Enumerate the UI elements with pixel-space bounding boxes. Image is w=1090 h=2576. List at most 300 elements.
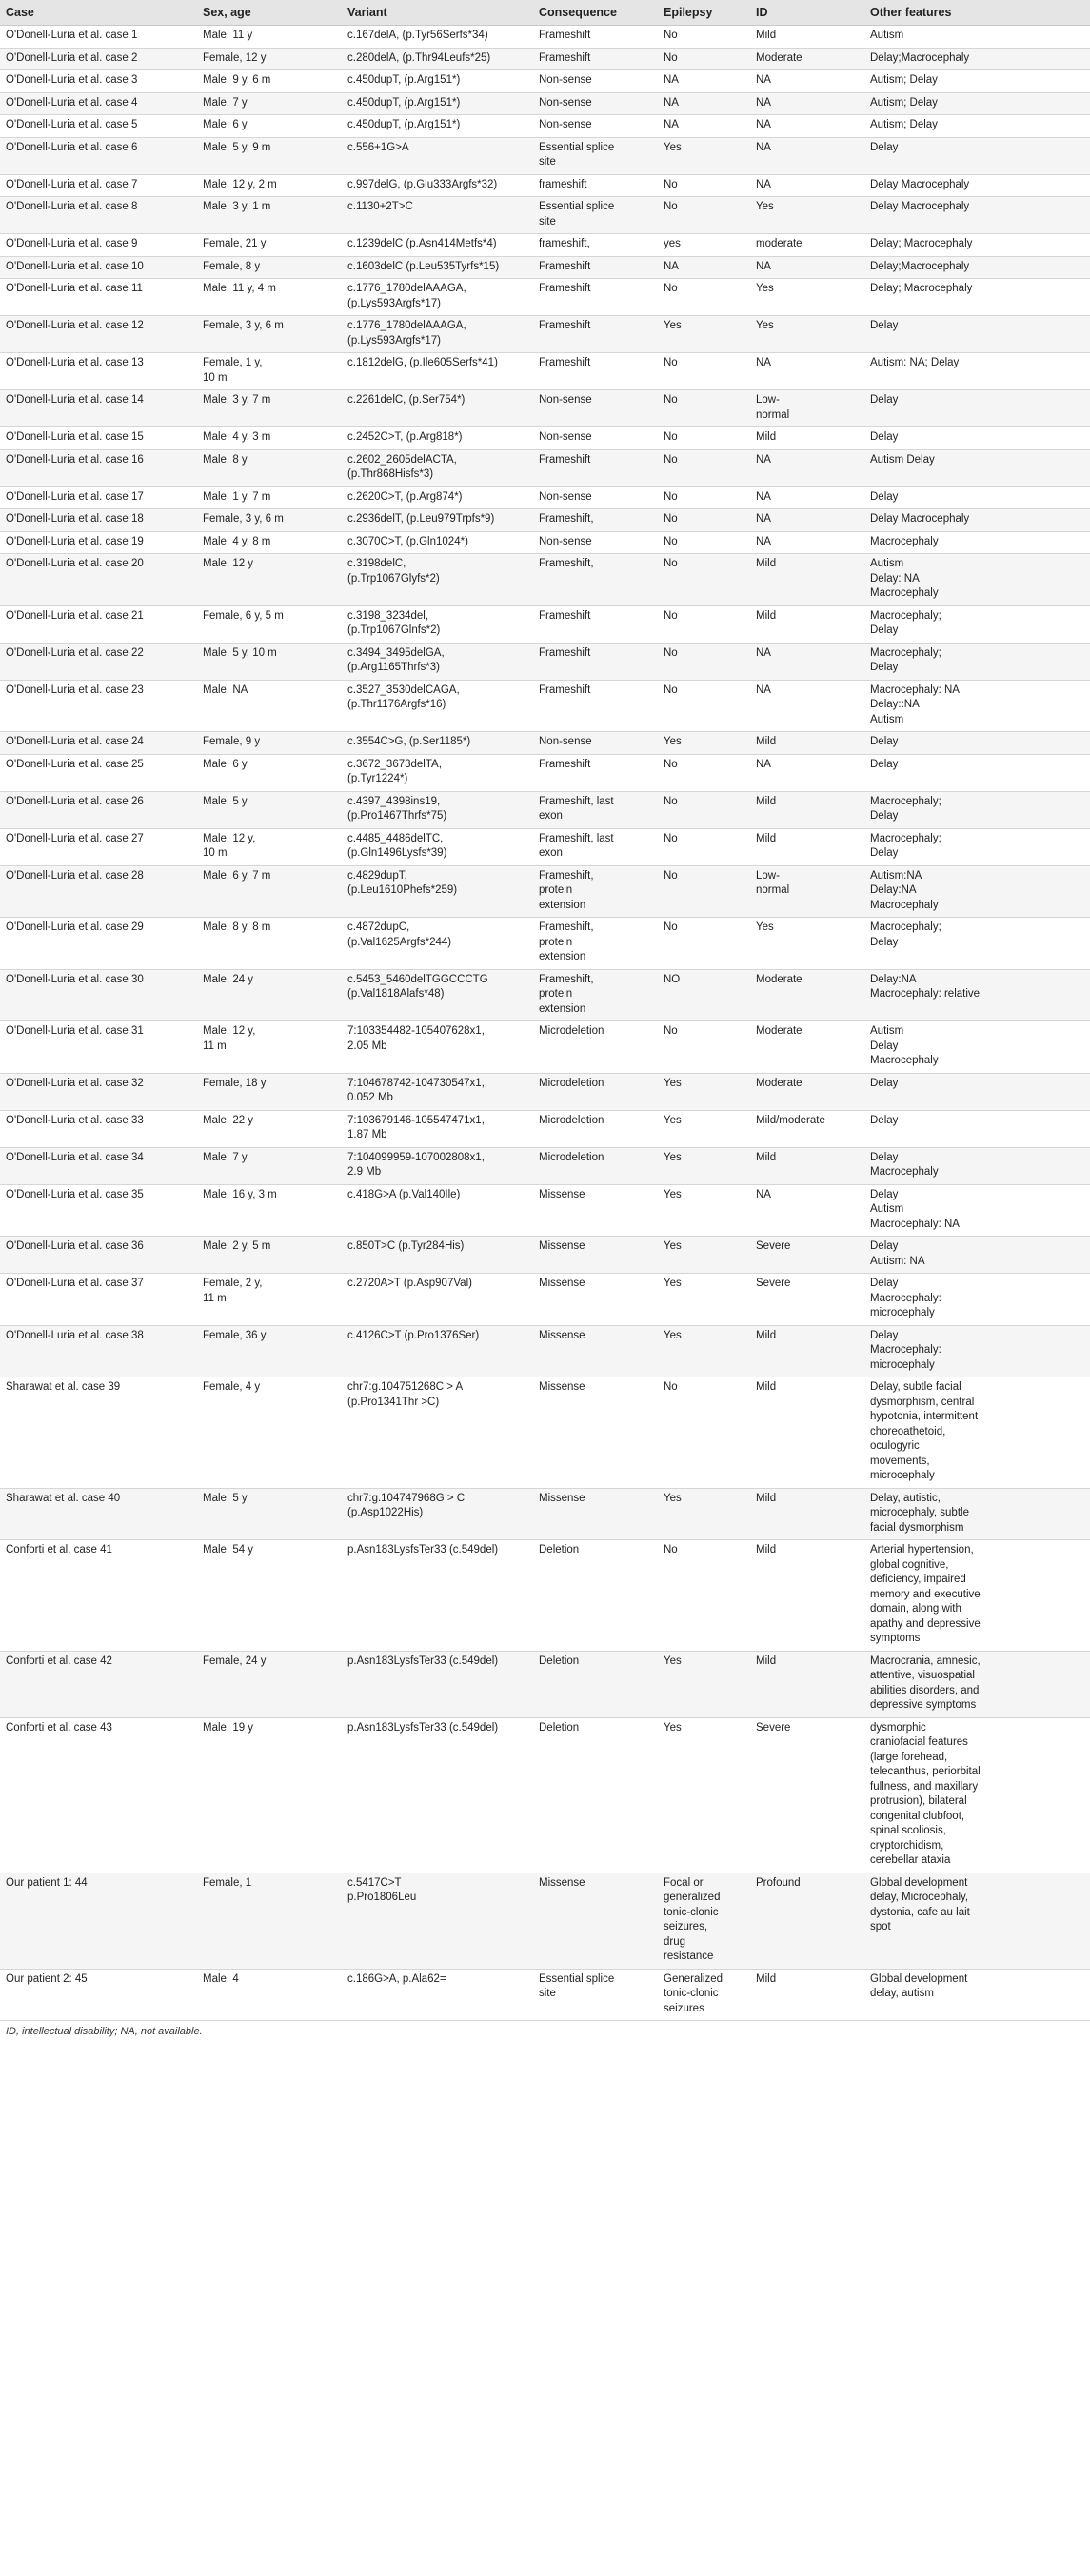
cell-variant: p.Asn183LysfsTer33 (c.549del): [342, 1651, 533, 1717]
cell-sex-age: Male, 54 y: [197, 1540, 342, 1652]
cell-variant: c.1603delC (p.Leu535Tyrfs*15): [342, 256, 533, 279]
cell-epilepsy: Yes: [658, 1488, 750, 1540]
cell-id: Mild: [750, 605, 864, 643]
cell-case: O'Donell-Luria et al. case 22: [0, 643, 197, 680]
cell-variant: c.5417C>T p.Pro1806Leu: [342, 1873, 533, 1969]
table-row: [0, 865, 1090, 918]
cell-variant: c.2720A>T (p.Asp907Val): [342, 1274, 533, 1326]
cell-sex-age: Male, 5 y: [197, 1488, 342, 1540]
cell-variant: c.450dupT, (p.Arg151*): [342, 70, 533, 93]
cell-consequence: Microdeletion: [533, 1147, 658, 1184]
cell-case: O'Donell-Luria et al. case 19: [0, 531, 197, 554]
cell-case: Sharawat et al. case 40: [0, 1488, 197, 1540]
cell-case: O'Donell-Luria et al. case 29: [0, 918, 197, 970]
table-row: [0, 1073, 1090, 1110]
cell-sex-age: Female, 1 y, 10 m: [197, 353, 342, 390]
cell-sex-age: Male, 12 y, 10 m: [197, 828, 342, 865]
cell-sex-age: Male, 4 y, 8 m: [197, 531, 342, 554]
cell-consequence: Deletion: [533, 1717, 658, 1873]
cell-case: O'Donell-Luria et al. case 31: [0, 1021, 197, 1074]
cell-case: O'Donell-Luria et al. case 7: [0, 174, 197, 197]
cell-other-features: dysmorphic craniofacial features (large forehead, telecanthus, periorbital fullness, and maxillary protrusion), bilateral congenital clubfoot, spinal scoliosis, cryptorchidism, cerebellar ataxia: [864, 1717, 1090, 1873]
cell-sex-age: Female, 3 y, 6 m: [197, 316, 342, 353]
table-row: [0, 1540, 1090, 1652]
table-row: [0, 531, 1090, 554]
cell-other-features: Macrocrania, amnesic, attentive, visuospatial abilities disorders, and depressive symptoms: [864, 1651, 1090, 1717]
cell-consequence: Non-sense: [533, 427, 658, 450]
table-row: [0, 256, 1090, 279]
cell-sex-age: Male, 7 y: [197, 1147, 342, 1184]
cell-consequence: Frameshift: [533, 279, 658, 316]
table-row: [0, 1651, 1090, 1717]
table-row: [0, 92, 1090, 115]
cell-variant: c.2261delC, (p.Ser754*): [342, 390, 533, 427]
cell-sex-age: Female, 24 y: [197, 1651, 342, 1717]
cell-consequence: Frameshift: [533, 605, 658, 643]
cell-other-features: Macrocephaly; Delay: [864, 643, 1090, 680]
cell-id: Moderate: [750, 1073, 864, 1110]
cell-epilepsy: NO: [658, 969, 750, 1021]
cell-epilepsy: No: [658, 791, 750, 828]
cell-id: Mild: [750, 1651, 864, 1717]
table-row: [0, 1184, 1090, 1237]
cell-case: O'Donell-Luria et al. case 25: [0, 754, 197, 791]
cell-variant: 7:103354482-105407628x1, 2.05 Mb: [342, 1021, 533, 1074]
cell-epilepsy: No: [658, 643, 750, 680]
cell-case: O'Donell-Luria et al. case 13: [0, 353, 197, 390]
cell-case: O'Donell-Luria et al. case 16: [0, 449, 197, 486]
cell-id: NA: [750, 449, 864, 486]
table-row: [0, 643, 1090, 680]
cell-case: O'Donell-Luria et al. case 1: [0, 26, 197, 49]
cell-other-features: Delay Macrocephaly: [864, 1147, 1090, 1184]
cell-epilepsy: Yes: [658, 732, 750, 755]
cell-id: NA: [750, 486, 864, 509]
table-row: [0, 1717, 1090, 1873]
cell-variant: c.4485_4486delTC, (p.Gln1496Lysfs*39): [342, 828, 533, 865]
table-row: [0, 26, 1090, 49]
table-row: [0, 1873, 1090, 1969]
column-header-variant: Variant: [342, 0, 533, 26]
cell-sex-age: Male, 8 y, 8 m: [197, 918, 342, 970]
cell-epilepsy: No: [658, 918, 750, 970]
cell-case: O'Donell-Luria et al. case 28: [0, 865, 197, 918]
cell-variant: c.280delA, (p.Thr94Leufs*25): [342, 48, 533, 70]
cell-sex-age: Male, 4 y, 3 m: [197, 427, 342, 450]
cell-sex-age: Female, 8 y: [197, 256, 342, 279]
cell-id: NA: [750, 92, 864, 115]
cell-epilepsy: No: [658, 486, 750, 509]
table-row: [0, 1325, 1090, 1377]
cell-other-features: Delay Macrocephaly: microcephaly: [864, 1325, 1090, 1377]
cell-id: Mild: [750, 1377, 864, 1489]
cell-epilepsy: No: [658, 605, 750, 643]
cell-consequence: Frameshift: [533, 256, 658, 279]
cell-consequence: Non-sense: [533, 531, 658, 554]
cell-variant: c.4397_4398ins19, (p.Pro1467Thrfs*75): [342, 791, 533, 828]
table-row: [0, 1377, 1090, 1489]
table-row: [0, 918, 1090, 970]
cell-case: O'Donell-Luria et al. case 23: [0, 680, 197, 732]
cell-epilepsy: Yes: [658, 1147, 750, 1184]
cell-epilepsy: No: [658, 865, 750, 918]
cell-consequence: Essential splice site: [533, 197, 658, 234]
cell-id: Yes: [750, 918, 864, 970]
cell-consequence: Non-sense: [533, 92, 658, 115]
cell-id: NA: [750, 70, 864, 93]
cell-consequence: Missense: [533, 1488, 658, 1540]
cell-other-features: Autism; Delay: [864, 115, 1090, 138]
table-row: [0, 1969, 1090, 2021]
cell-consequence: Microdeletion: [533, 1021, 658, 1074]
cell-case: O'Donell-Luria et al. case 17: [0, 486, 197, 509]
cell-consequence: Non-sense: [533, 115, 658, 138]
cell-other-features: Delay: [864, 754, 1090, 791]
table-row: [0, 279, 1090, 316]
cell-sex-age: Male, 19 y: [197, 1717, 342, 1873]
cell-case: O'Donell-Luria et al. case 27: [0, 828, 197, 865]
cell-id: Severe: [750, 1237, 864, 1274]
column-header-epilepsy: Epilepsy: [658, 0, 750, 26]
column-header-case: Case: [0, 0, 197, 26]
cell-other-features: Macrocephaly; Delay: [864, 828, 1090, 865]
cell-case: O'Donell-Luria et al. case 8: [0, 197, 197, 234]
cell-epilepsy: Yes: [658, 1237, 750, 1274]
cell-consequence: Frameshift, last exon: [533, 828, 658, 865]
cell-case: Conforti et al. case 42: [0, 1651, 197, 1717]
cell-sex-age: Male, 7 y: [197, 92, 342, 115]
cell-case: O'Donell-Luria et al. case 37: [0, 1274, 197, 1326]
cell-id: moderate: [750, 234, 864, 257]
table-row: [0, 234, 1090, 257]
cell-variant: p.Asn183LysfsTer33 (c.549del): [342, 1717, 533, 1873]
cell-other-features: Autism Delay: NA Macrocephaly: [864, 554, 1090, 606]
cell-consequence: Essential splice site: [533, 1969, 658, 2021]
cell-epilepsy: Yes: [658, 1110, 750, 1147]
cell-epilepsy: No: [658, 48, 750, 70]
cell-id: NA: [750, 680, 864, 732]
cell-variant: c.3198delC, (p.Trp1067Glyfs*2): [342, 554, 533, 606]
cell-variant: c.2620C>T, (p.Arg874*): [342, 486, 533, 509]
cell-consequence: frameshift,: [533, 234, 658, 257]
cell-epilepsy: Yes: [658, 1184, 750, 1237]
cell-sex-age: Male, 12 y, 2 m: [197, 174, 342, 197]
cell-case: Conforti et al. case 43: [0, 1717, 197, 1873]
cell-epilepsy: NA: [658, 256, 750, 279]
cell-epilepsy: No: [658, 390, 750, 427]
cell-variant: c.5453_5460delTGGCCCTG (p.Val1818Alafs*48): [342, 969, 533, 1021]
cell-consequence: Microdeletion: [533, 1073, 658, 1110]
cell-consequence: Missense: [533, 1325, 658, 1377]
cell-case: O'Donell-Luria et al. case 20: [0, 554, 197, 606]
cell-epilepsy: No: [658, 449, 750, 486]
cell-consequence: Frameshift,: [533, 554, 658, 606]
cell-epilepsy: No: [658, 754, 750, 791]
cell-case: O'Donell-Luria et al. case 11: [0, 279, 197, 316]
cell-epilepsy: yes: [658, 234, 750, 257]
cell-variant: c.1130+2T>C: [342, 197, 533, 234]
cell-variant: c.450dupT, (p.Arg151*): [342, 115, 533, 138]
table-header: [0, 0, 1090, 26]
cell-variant: c.4829dupT, (p.Leu1610Phefs*259): [342, 865, 533, 918]
cell-variant: c.2452C>T, (p.Arg818*): [342, 427, 533, 450]
cell-id: NA: [750, 115, 864, 138]
cell-variant: p.Asn183LysfsTer33 (c.549del): [342, 1540, 533, 1652]
cell-sex-age: Male, 9 y, 6 m: [197, 70, 342, 93]
cell-consequence: Non-sense: [533, 486, 658, 509]
cell-sex-age: Male, 5 y, 10 m: [197, 643, 342, 680]
cell-other-features: Autism Delay Macrocephaly: [864, 1021, 1090, 1074]
cell-sex-age: Female, 21 y: [197, 234, 342, 257]
cell-case: O'Donell-Luria et al. case 9: [0, 234, 197, 257]
cell-consequence: Frameshift,: [533, 509, 658, 532]
cell-consequence: Microdeletion: [533, 1110, 658, 1147]
cell-id: Mild: [750, 732, 864, 755]
cell-id: NA: [750, 531, 864, 554]
cell-id: Yes: [750, 279, 864, 316]
header-row: [0, 0, 1090, 26]
cell-sex-age: Female, 36 y: [197, 1325, 342, 1377]
cell-variant: c.997delG, (p.Glu333Argfs*32): [342, 174, 533, 197]
cell-other-features: Autism; Delay: [864, 92, 1090, 115]
cell-sex-age: Male, 5 y, 9 m: [197, 137, 342, 174]
cell-case: Our patient 1: 44: [0, 1873, 197, 1969]
cell-sex-age: Male, 24 y: [197, 969, 342, 1021]
cell-variant: c.3554C>G, (p.Ser1185*): [342, 732, 533, 755]
cell-sex-age: Male, 4: [197, 1969, 342, 2021]
table-row: [0, 969, 1090, 1021]
cell-epilepsy: No: [658, 680, 750, 732]
cell-other-features: Global development delay, Microcephaly, dystonia, cafe au lait spot: [864, 1873, 1090, 1969]
cell-consequence: Frameshift: [533, 48, 658, 70]
cell-other-features: Delay Macrocephaly: [864, 197, 1090, 234]
cell-id: Profound: [750, 1873, 864, 1969]
cell-id: Moderate: [750, 1021, 864, 1074]
cell-epilepsy: No: [658, 197, 750, 234]
cell-other-features: Autism:NA Delay:NA Macrocephaly: [864, 865, 1090, 918]
cell-epilepsy: No: [658, 279, 750, 316]
cell-epilepsy: NA: [658, 70, 750, 93]
cell-id: Mild: [750, 26, 864, 49]
cell-variant: c.1812delG, (p.Ile605Serfs*41): [342, 353, 533, 390]
cell-case: O'Donell-Luria et al. case 38: [0, 1325, 197, 1377]
cell-case: O'Donell-Luria et al. case 10: [0, 256, 197, 279]
table-row: [0, 449, 1090, 486]
cell-id: Severe: [750, 1274, 864, 1326]
cell-consequence: Frameshift: [533, 449, 658, 486]
cell-consequence: Missense: [533, 1873, 658, 1969]
cell-variant: c.186G>A, p.Ala62=: [342, 1969, 533, 2021]
cell-case: O'Donell-Luria et al. case 34: [0, 1147, 197, 1184]
cell-id: NA: [750, 754, 864, 791]
cell-variant: c.3070C>T, (p.Gln1024*): [342, 531, 533, 554]
cell-other-features: Autism: [864, 26, 1090, 49]
cell-epilepsy: Yes: [658, 1274, 750, 1326]
cell-variant: c.850T>C (p.Tyr284His): [342, 1237, 533, 1274]
cell-epilepsy: No: [658, 1540, 750, 1652]
cell-other-features: Delay: [864, 390, 1090, 427]
table-row: [0, 174, 1090, 197]
cell-other-features: Delay:NA Macrocephaly: relative: [864, 969, 1090, 1021]
cell-variant: c.2602_2605delACTA, (p.Thr868Hisfs*3): [342, 449, 533, 486]
cell-variant: c.1776_1780delAAAGA, (p.Lys593Argfs*17): [342, 316, 533, 353]
cell-other-features: Delay: [864, 732, 1090, 755]
cell-consequence: Frameshift: [533, 316, 658, 353]
cell-case: O'Donell-Luria et al. case 14: [0, 390, 197, 427]
cell-id: NA: [750, 174, 864, 197]
cell-epilepsy: No: [658, 427, 750, 450]
table-row: [0, 70, 1090, 93]
cell-epilepsy: No: [658, 509, 750, 532]
cell-other-features: Delay Macrocephaly: [864, 509, 1090, 532]
cell-epilepsy: No: [658, 531, 750, 554]
table-row: [0, 1147, 1090, 1184]
cell-id: NA: [750, 137, 864, 174]
cell-sex-age: Male, NA: [197, 680, 342, 732]
cell-sex-age: Male, 6 y: [197, 754, 342, 791]
table-row: [0, 390, 1090, 427]
table-row: [0, 197, 1090, 234]
cell-consequence: Frameshift: [533, 643, 658, 680]
cell-case: O'Donell-Luria et al. case 18: [0, 509, 197, 532]
cell-other-features: Delay: [864, 486, 1090, 509]
cell-consequence: Frameshift, protein extension: [533, 865, 658, 918]
cell-sex-age: Male, 1 y, 7 m: [197, 486, 342, 509]
cell-variant: c.2936delT, (p.Leu979Trpfs*9): [342, 509, 533, 532]
cell-other-features: Delay: [864, 427, 1090, 450]
cell-epilepsy: Yes: [658, 316, 750, 353]
cell-sex-age: Male, 2 y, 5 m: [197, 1237, 342, 1274]
cell-id: Severe: [750, 1717, 864, 1873]
cell-other-features: Autism Delay: [864, 449, 1090, 486]
column-header-consequence: Consequence: [533, 0, 658, 26]
cell-sex-age: Male, 6 y, 7 m: [197, 865, 342, 918]
cell-id: NA: [750, 256, 864, 279]
cell-id: NA: [750, 353, 864, 390]
cell-other-features: Delay: [864, 316, 1090, 353]
cell-consequence: Deletion: [533, 1540, 658, 1652]
cell-variant: c.1239delC (p.Asn414Metfs*4): [342, 234, 533, 257]
table-row: [0, 1237, 1090, 1274]
cell-sex-age: Male, 11 y, 4 m: [197, 279, 342, 316]
table-row: [0, 353, 1090, 390]
table-row: [0, 486, 1090, 509]
cell-case: O'Donell-Luria et al. case 26: [0, 791, 197, 828]
cell-id: NA: [750, 1184, 864, 1237]
cell-id: Mild/moderate: [750, 1110, 864, 1147]
cell-epilepsy: No: [658, 828, 750, 865]
cell-variant: 7:103679146-105547471x1, 1.87 Mb: [342, 1110, 533, 1147]
cell-epilepsy: Yes: [658, 137, 750, 174]
cell-consequence: Frameshift: [533, 754, 658, 791]
cell-epilepsy: Yes: [658, 1651, 750, 1717]
cell-epilepsy: Focal or generalized tonic-clonic seizures, drug resistance: [658, 1873, 750, 1969]
table-row: [0, 316, 1090, 353]
cell-variant: c.167delA, (p.Tyr56Serfs*34): [342, 26, 533, 49]
cell-variant: chr7:g.104747968G > C (p.Asp1022His): [342, 1488, 533, 1540]
cell-consequence: Frameshift, last exon: [533, 791, 658, 828]
table-row: [0, 680, 1090, 732]
cell-case: O'Donell-Luria et al. case 12: [0, 316, 197, 353]
cell-case: O'Donell-Luria et al. case 24: [0, 732, 197, 755]
cell-id: Mild: [750, 554, 864, 606]
cell-other-features: Delay: [864, 137, 1090, 174]
table-row: [0, 791, 1090, 828]
cell-other-features: Delay;Macrocephaly: [864, 256, 1090, 279]
cell-id: Mild: [750, 828, 864, 865]
cell-id: Mild: [750, 1969, 864, 2021]
cell-consequence: Non-sense: [533, 70, 658, 93]
cell-other-features: Macrocephaly; Delay: [864, 918, 1090, 970]
cell-id: Moderate: [750, 48, 864, 70]
cell-sex-age: Female, 1: [197, 1873, 342, 1969]
cell-consequence: Frameshift: [533, 353, 658, 390]
table-row: [0, 605, 1090, 643]
cell-case: O'Donell-Luria et al. case 36: [0, 1237, 197, 1274]
cell-case: Sharawat et al. case 39: [0, 1377, 197, 1489]
cell-id: Low- normal: [750, 390, 864, 427]
cell-sex-age: Male, 16 y, 3 m: [197, 1184, 342, 1237]
cell-epilepsy: No: [658, 1021, 750, 1074]
cell-other-features: Delay;Macrocephaly: [864, 48, 1090, 70]
cell-sex-age: Male, 8 y: [197, 449, 342, 486]
cell-other-features: Macrocephaly: NA Delay::NA Autism: [864, 680, 1090, 732]
cell-consequence: Missense: [533, 1274, 658, 1326]
cell-sex-age: Female, 2 y, 11 m: [197, 1274, 342, 1326]
cell-sex-age: Female, 9 y: [197, 732, 342, 755]
cell-id: Moderate: [750, 969, 864, 1021]
cell-sex-age: Male, 22 y: [197, 1110, 342, 1147]
cell-case: O'Donell-Luria et al. case 35: [0, 1184, 197, 1237]
table-row: [0, 427, 1090, 450]
cell-id: Mild: [750, 1147, 864, 1184]
cell-id: NA: [750, 509, 864, 532]
cell-other-features: Global development delay, autism: [864, 1969, 1090, 2021]
cell-other-features: Macrocephaly: [864, 531, 1090, 554]
cell-sex-age: Male, 3 y, 1 m: [197, 197, 342, 234]
cell-other-features: Macrocephaly; Delay: [864, 605, 1090, 643]
cell-sex-age: Male, 12 y, 11 m: [197, 1021, 342, 1074]
cell-other-features: Arterial hypertension, global cognitive, deficiency, impaired memory and executive domain, along with apathy and depressive symptoms: [864, 1540, 1090, 1652]
cell-other-features: Autism: NA; Delay: [864, 353, 1090, 390]
cell-sex-age: Male, 3 y, 7 m: [197, 390, 342, 427]
cell-epilepsy: Generalized tonic-clonic seizures: [658, 1969, 750, 2021]
cell-other-features: Delay Macrocephaly: microcephaly: [864, 1274, 1090, 1326]
table-row: [0, 754, 1090, 791]
cell-consequence: Non-sense: [533, 732, 658, 755]
cell-id: NA: [750, 643, 864, 680]
cell-case: O'Donell-Luria et al. case 3: [0, 70, 197, 93]
table-row: [0, 1110, 1090, 1147]
cell-case: O'Donell-Luria et al. case 5: [0, 115, 197, 138]
cell-epilepsy: No: [658, 174, 750, 197]
cell-case: O'Donell-Luria et al. case 21: [0, 605, 197, 643]
cell-variant: c.3494_3495delGA, (p.Arg1165Thrfs*3): [342, 643, 533, 680]
cell-consequence: Missense: [533, 1377, 658, 1489]
table-row: [0, 732, 1090, 755]
table-row: [0, 48, 1090, 70]
cell-consequence: Deletion: [533, 1651, 658, 1717]
cell-case: Our patient 2: 45: [0, 1969, 197, 2021]
column-header-id: ID: [750, 0, 864, 26]
cell-case: Conforti et al. case 41: [0, 1540, 197, 1652]
cell-case: O'Donell-Luria et al. case 32: [0, 1073, 197, 1110]
cell-other-features: Macrocephaly; Delay: [864, 791, 1090, 828]
cell-other-features: Delay: [864, 1073, 1090, 1110]
cell-epilepsy: Yes: [658, 1073, 750, 1110]
cell-id: Mild: [750, 1540, 864, 1652]
cell-consequence: Frameshift: [533, 26, 658, 49]
